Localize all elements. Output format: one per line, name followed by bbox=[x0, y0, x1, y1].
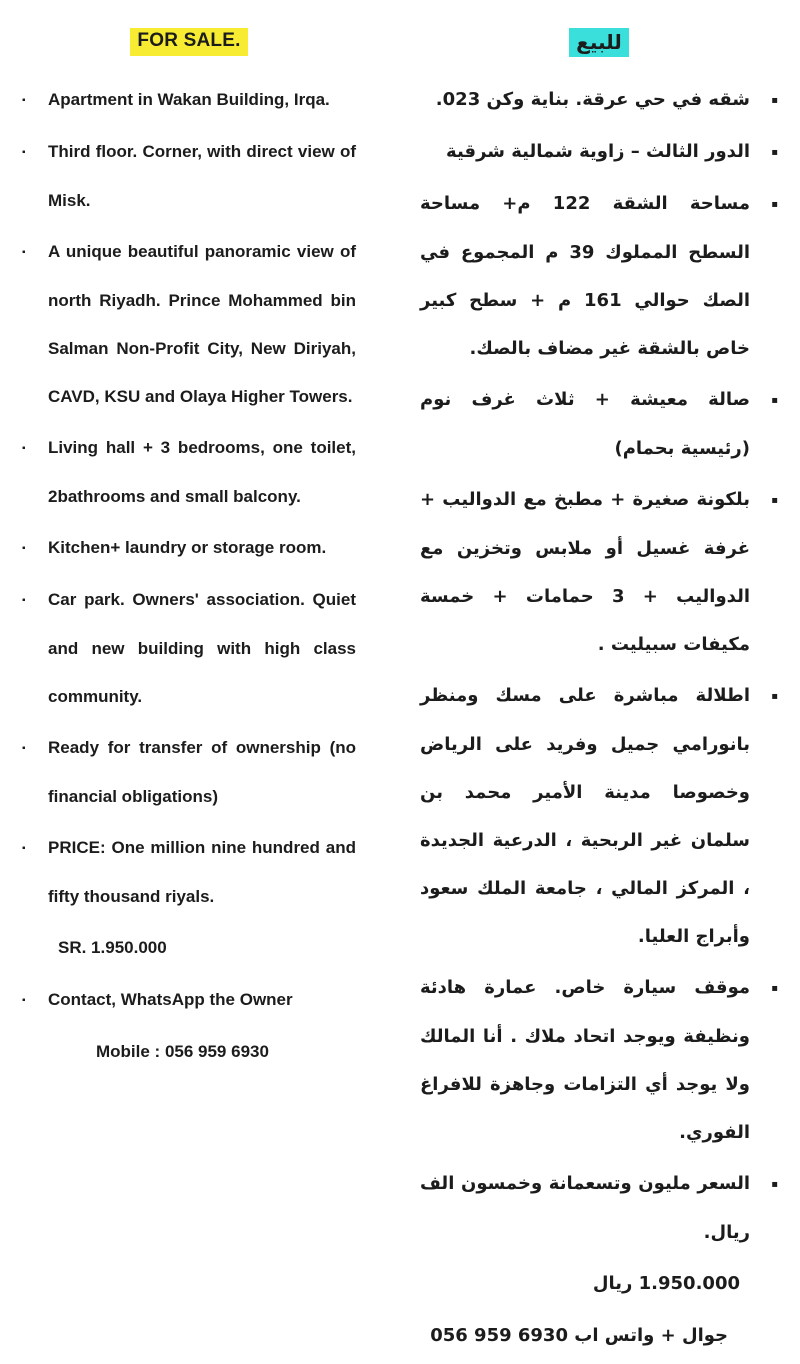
list-item-text: مساحة الشقة 122 م+ مساحة السطح المملوك 39 م المجموع في الصك حوالي 161 م + سطح كبير خاص بالشقة غير مضاف بالصك. bbox=[420, 193, 751, 359]
list-item bbox=[420, 128, 778, 177]
list-item-text: جوال + واتس اب ⁦056 959 6930⁩ bbox=[430, 1325, 728, 1346]
list-item bbox=[420, 476, 778, 669]
list-item-text: Car park. Owners' association. Quiet and new building with high class community. bbox=[48, 590, 356, 706]
arabic-column bbox=[420, 28, 778, 1364]
arabic-list bbox=[420, 76, 778, 1361]
english-title-row bbox=[22, 28, 356, 62]
list-item bbox=[420, 964, 778, 1157]
bullet-square-icon: ▪ bbox=[771, 691, 778, 702]
list-item bbox=[22, 128, 356, 225]
list-item-text: SR. 1.950.000 bbox=[58, 938, 167, 957]
bullet-square-icon: ▪ bbox=[771, 495, 778, 506]
bullet-square-icon: ▪ bbox=[771, 95, 778, 106]
bullet-square-icon: ▪ bbox=[22, 95, 26, 106]
list-item bbox=[22, 76, 356, 125]
for-sale-title: FOR SALE. bbox=[130, 28, 247, 56]
bullet-square-icon: ▪ bbox=[22, 147, 26, 158]
list-item-text: صالة معيشة + ثلاث غرف نوم (رئيسية بحمام) bbox=[420, 389, 750, 459]
list-item-text: بلكونة صغيرة + مطبخ مع الدواليب + غرفة غسيل أو ملابس وتخزين مع الدواليب + 3 حمامات + خمسة مكيفات سبيليت . bbox=[420, 489, 750, 655]
bullet-square-icon: ▪ bbox=[22, 443, 26, 454]
english-column bbox=[22, 28, 356, 1080]
list-item bbox=[22, 724, 356, 821]
bullet-square-icon: ▪ bbox=[22, 995, 26, 1006]
list-item bbox=[22, 1028, 356, 1077]
list-item-text: السعر مليون وتسعمانة وخمسون الف ريال. bbox=[420, 1173, 750, 1243]
list-item bbox=[22, 424, 356, 521]
list-item-text: شقه في حي عرقة. بناية وكن 023. bbox=[435, 89, 750, 110]
list-item bbox=[420, 1160, 778, 1257]
bullet-square-icon: ▪ bbox=[771, 395, 778, 406]
list-item-text: اطلالة مباشرة على مسك ومنظر بانورامي جميل وفريد على الرياض وخصوصا مدينة الأمير محمد بن سلمان غير الربحية ، الدرعية الجديدة ، المركز المالي ، جامعة الملك سعود وأبراج العليا. bbox=[420, 685, 750, 947]
bullet-square-icon: ▪ bbox=[771, 983, 778, 994]
list-item bbox=[22, 924, 356, 973]
list-item-text: Mobile : 056 959 6930 bbox=[96, 1042, 269, 1061]
list-item-text: Ready for transfer of ownership (no financial obligations) bbox=[48, 738, 356, 806]
list-item-text: Contact, WhatsApp the Owner bbox=[48, 990, 293, 1009]
list-item-text: A unique beautiful panoramic view of north Riyadh. Prince Mohammed bin Salman Non-Profit City, New Diriyah, CAVD, KSU and Olaya Higher Towers. bbox=[48, 242, 356, 406]
list-item bbox=[420, 180, 778, 373]
list-item bbox=[420, 1260, 778, 1309]
list-item bbox=[22, 524, 356, 573]
bullet-square-icon: ▪ bbox=[771, 147, 778, 158]
list-item bbox=[22, 824, 356, 921]
arabic-title-row bbox=[420, 28, 778, 62]
list-item-text: Third floor. Corner, with direct view of Misk. bbox=[48, 142, 356, 210]
bullet-square-icon: ▪ bbox=[771, 199, 778, 210]
bullet-square-icon: ▪ bbox=[771, 1179, 778, 1190]
list-item-text: 1.950.000 ريال bbox=[592, 1273, 740, 1294]
bullet-square-icon: ▪ bbox=[22, 247, 26, 258]
list-item bbox=[420, 1312, 778, 1361]
list-item bbox=[420, 376, 778, 473]
list-item bbox=[22, 228, 356, 421]
bullet-square-icon: ▪ bbox=[22, 743, 26, 754]
english-list bbox=[22, 76, 356, 1077]
list-item bbox=[22, 576, 356, 721]
list-item-text: الدور الثالث – زاوية شمالية شرقية bbox=[446, 141, 750, 162]
list-item bbox=[420, 672, 778, 961]
bullet-square-icon: ▪ bbox=[22, 543, 26, 554]
list-item-text: Kitchen+ laundry or storage room. bbox=[48, 538, 327, 557]
list-item-text: Living hall + 3 bedrooms, one toilet, 2bathrooms and small balcony. bbox=[48, 438, 356, 506]
bullet-square-icon: ▪ bbox=[22, 595, 26, 606]
list-item bbox=[420, 76, 778, 125]
list-item bbox=[22, 976, 356, 1025]
list-item-text: PRICE: One million nine hundred and fifty thousand riyals. bbox=[48, 838, 356, 906]
bullet-square-icon: ▪ bbox=[22, 843, 26, 854]
lilbay-title: للبيع bbox=[569, 28, 629, 57]
list-item-text: Apartment in Wakan Building, Irqa. bbox=[48, 90, 330, 109]
list-item-text: موقف سيارة خاص. عمارة هادئة ونظيفة ويوجد اتحاد ملاك . أنا المالك ولا يوجد أي التزامات وجاهزة للافراغ الفوري. bbox=[420, 977, 750, 1143]
